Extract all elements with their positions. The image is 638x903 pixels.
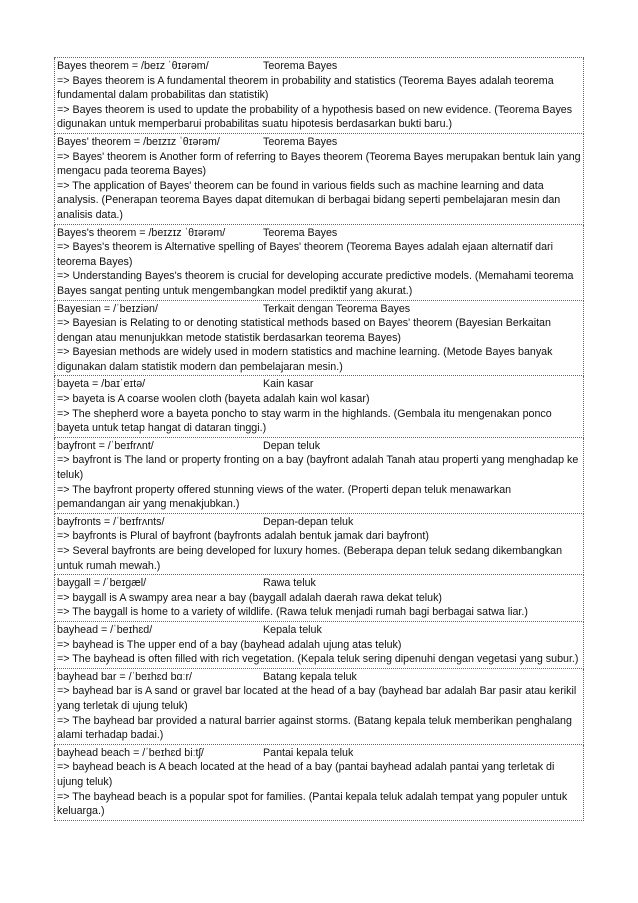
entry-definition: => baygall is A swampy area near a bay (baygall adalah daerah rawa dekat teluk) xyxy=(57,591,442,604)
entry-term: bayhead = /ˈbeɪhɛd/ xyxy=(57,623,153,636)
glossary-entry xyxy=(54,745,584,821)
entry-translation: Depan-depan teluk xyxy=(263,515,354,528)
entry-translation: Pantai kepala teluk xyxy=(263,746,354,759)
glossary-entry xyxy=(54,514,584,575)
entry-translation: Batang kepala teluk xyxy=(263,670,357,683)
entry-translation: Rawa teluk xyxy=(263,577,316,590)
entry-example: => The bayhead is often filled with rich vegetation. (Kepala teluk sering dipenuhi dengan vegetasi yang subur.) xyxy=(57,653,579,666)
glossary-entry xyxy=(54,301,584,377)
entry-example: => The bayfront property offered stunning views of the water. (Properti depan teluk menawarkan pemandangan air yang menakjubkan.) xyxy=(57,483,512,511)
entry-term: Bayes theorem = /beɪz ˈθɪərəm/ xyxy=(57,60,209,72)
entry-term: Bayes's theorem = /beɪzɪz ˈθɪərəm/ xyxy=(57,226,226,239)
entry-definition: => bayfronts is Plural of bayfront (bayfronts adalah bentuk jamak dari bayfront) xyxy=(57,530,429,543)
entry-term: Bayesian = /ˈbeɪziən/ xyxy=(57,302,158,315)
entry-term: baygall = /ˈbeɪgæl/ xyxy=(57,577,147,590)
entry-example: => The shepherd wore a bayeta poncho to stay warm in the highlands. (Gembala itu mengenakan ponco bayeta untuk tetap hangat di dataran tinggi.) xyxy=(57,407,552,435)
glossary-entry xyxy=(54,376,584,437)
entry-definition: => bayhead is The upper end of a bay (bayhead adalah ujung atas teluk) xyxy=(57,638,402,651)
entry-term: bayeta = /baɪˈeɪtə/ xyxy=(57,378,146,391)
entry-term: bayhead beach = /ˈbeɪhɛd biːtʃ/ xyxy=(57,746,204,759)
glossary-entry xyxy=(54,669,584,745)
entry-term: bayfronts = /ˈbeɪfrʌnts/ xyxy=(57,515,165,528)
entry-example: => Understanding Bayes's theorem is crucial for developing accurate predictive models. (Memahami teorema Bayes sangat penting untuk mengembangkan model prediktif yang akurat.) xyxy=(57,270,574,297)
entry-example: => The baygall is home to a variety of wildlife. (Rawa teluk menjadi rumah bagi berbagai satwa liar.) xyxy=(57,606,528,619)
glossary-list xyxy=(54,57,584,821)
entry-term: bayhead bar = /ˈbeɪhɛd bɑːr/ xyxy=(57,670,192,683)
glossary-entry xyxy=(54,438,584,514)
entry-translation: Teorema Bayes xyxy=(263,135,338,148)
entry-definition: => Bayes' theorem is Another form of referring to Bayes theorem (Teorema Bayes merupakan bentuk lain yang mengacu pada teorema Bayes) xyxy=(57,150,581,178)
entry-example: => Bayes theorem is used to update the probability of a hypothesis based on new evidence. (Teorema Bayes digunakan untuk memperbarui probabilitas suatu hipotesis berdasarkan bukti baru.) xyxy=(57,103,573,131)
entry-definition: => bayeta is A coarse woolen cloth (bayeta adalah kain wol kasar) xyxy=(57,393,370,406)
entry-translation: Teorema Bayes xyxy=(263,226,338,239)
entry-definition: => Bayes theorem is A fundamental theorem in probability and statistics (Teorema Bayes adalah teorema fundamental dalam probabilitas dan statistik) xyxy=(57,74,554,102)
glossary-entry xyxy=(54,134,584,225)
entry-definition: => bayfront is The land or property fronting on a bay (bayfront adalah Tanah atau properti yang menghadap ke teluk) xyxy=(57,454,579,482)
glossary-entry xyxy=(54,225,584,301)
glossary-entry xyxy=(54,622,584,669)
entry-translation: Kepala teluk xyxy=(263,623,322,636)
entry-term: bayfront = /ˈbeɪfrʌnt/ xyxy=(57,439,154,452)
entry-example: => Several bayfronts are being developed for luxury homes. (Beberapa depan teluk sedang dikembangkan untuk rumah mewah.) xyxy=(57,545,563,572)
entry-example: => Bayesian methods are widely used in modern statistics and machine learning. (Metode Bayes banyak digunakan dalam statistik modern dan pembelajaran mesin.) xyxy=(57,346,553,373)
entry-example: => The bayhead bar provided a natural barrier against storms. (Batang kepala teluk memberikan penghalang alami terhadap badai.) xyxy=(57,714,572,742)
entry-translation: Terkait dengan Teorema Bayes xyxy=(263,302,411,315)
glossary-entry xyxy=(54,575,584,622)
glossary-entry xyxy=(54,58,584,134)
entry-translation: Depan teluk xyxy=(263,439,321,452)
entry-definition: => Bayes's theorem is Alternative spelling of Bayes' theorem (Teorema Bayes adalah ejaan alternatif dari teorema Bayes) xyxy=(57,241,553,268)
entry-example: => The application of Bayes' theorem can be found in various fields such as machine learning and data analysis. (Penerapan teorema Bayes dapat ditemukan di berbagai bidang seperti pembelajaran mesin dan analisis data.) xyxy=(57,179,561,221)
entry-term: Bayes' theorem = /beɪzɪz ˈθɪərəm/ xyxy=(57,135,220,148)
entry-example: => The bayhead beach is a popular spot for families. (Pantai kepala teluk adalah tempat yang populer untuk keluarga.) xyxy=(57,790,568,818)
entry-definition: => Bayesian is Relating to or denoting statistical methods based on Bayes' theorem (Bayesian Berkaitan dengan atau menunjukkan metode statistik berdasarkan teorema Bayes) xyxy=(57,317,551,344)
entry-translation: Kain kasar xyxy=(263,378,314,391)
entry-translation: Teorema Bayes xyxy=(263,60,338,72)
entry-definition: => bayhead beach is A beach located at the head of a bay (pantai bayhead adalah pantai yang terletak di ujung teluk) xyxy=(57,761,555,788)
entry-definition: => bayhead bar is A sand or gravel bar located at the head of a bay (bayhead bar adalah Bar pasir atau kerikil yang terletak di ujung teluk) xyxy=(57,685,577,712)
